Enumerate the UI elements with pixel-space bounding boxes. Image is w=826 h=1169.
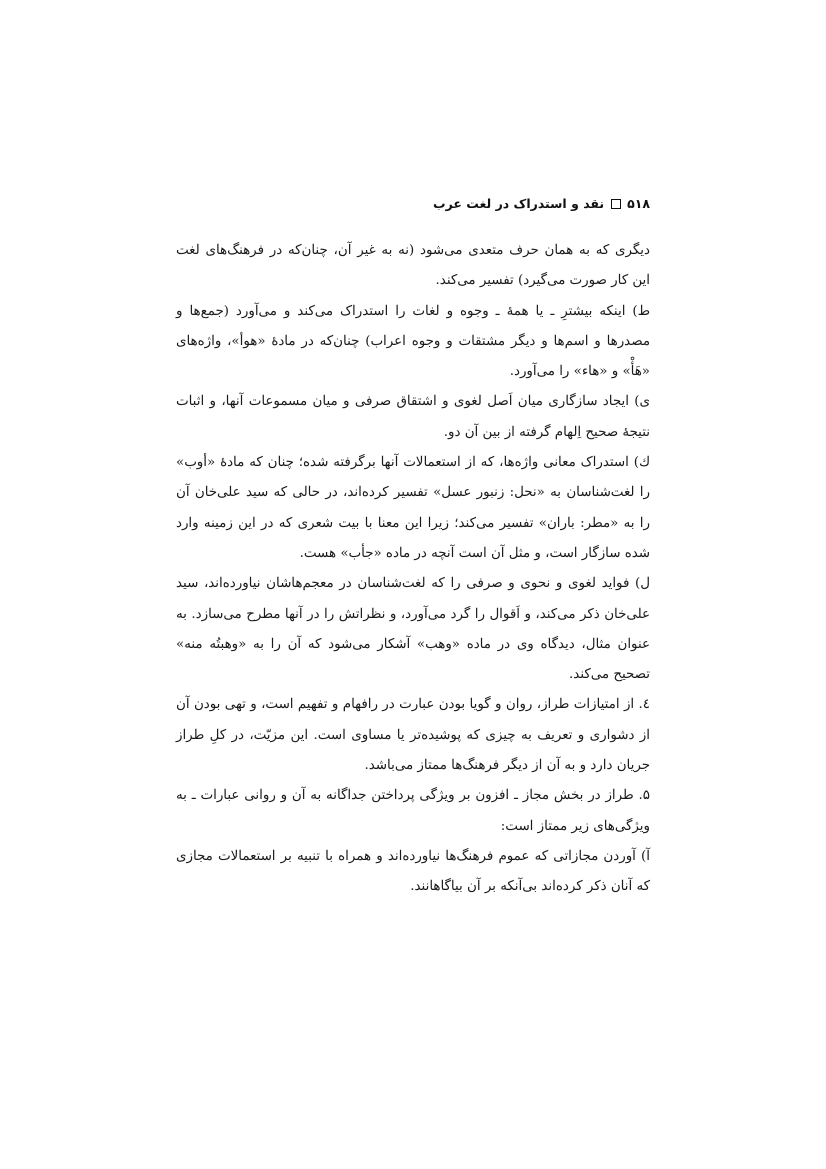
- square-bullet-icon: [611, 199, 621, 209]
- paragraph: دیگری که به همان حرف متعدی می‌شود (نه به غیر آن، چنان‌که در فرهنگ‌های لغت این کار صورت می‌گیرد) تفسیر می‌کند.: [176, 243, 650, 289]
- body-text: [176, 236, 650, 903]
- paragraph: ل) فواید لغوی و نحوی و صرفی را که لغت‌شناسان در معجم‌هاشان نیاورده‌اند، سید علی‌خان ذکر می‌کند، و اَقوال را گرد می‌آورد، و نظراتش را در آنها مطرح می‌سازد. به عنوان مثال، دیدگاه وی در ماده «وهب» آشکار می‌شود که آن را به «وهبتُه منه» تصحیح می‌کند.: [176, 576, 650, 683]
- paragraph: ك) استدراک معانی واژه‌ها، که از استعمالات آنها برگرفته شده؛ چنان که مادهٔ «أوب» را لغت‌شناسان به «نحل: زنبور عسل» تفسیر کرده‌اند، در حالی که سید علی‌خان آن را به «مطر: باران» تفسیر می‌کند؛ زیرا این معنا با بیت شعری که در این زمینه وارد شده سازگار است، و مثل آن است آنچه در ماده «جأب» هست.: [176, 455, 650, 561]
- paragraph: آ) آوردن مجازاتی که عموم فرهنگ‌ها نیاورده‌اند و همراه با تنبیه بر استعمالات مجازی که آنان ذکر کرده‌اند بی‌آنکه بر آن بیاگاهانند.: [176, 848, 650, 895]
- page-number: ۵۱۸: [627, 196, 650, 211]
- running-header: [176, 196, 650, 211]
- paragraph: ٤. از امتیازات طراز، روان و گویا بودن عبارت در رافهام و تفهیم است، و تهی بودن آن از دشواری و تعریف به چیزی که پوشیده‌تر یا مساوی است. این مزیّت، در کلِ طراز جریان دارد و به آن از دیگر فرهنگ‌ها ممتاز می‌باشد.: [176, 697, 650, 774]
- running-title: نقد و استدراک در لغت عرب: [433, 196, 605, 211]
- paragraph: ط) اینکه بیشترِ ـ یا همهٔ ـ وجوه و لغات را استدراک می‌کند و می‌آورد (جمع‌ها و مصدرها و اسم‌ها و دیگر مشتقات و وجوه اعراب) چنان‌که در مادهٔ «هوأ»، واژه‌های «هَأْ» و «هاء» را می‌آورد.: [176, 303, 650, 380]
- paragraph: ی) ایجاد سازگاری میان اَصل لغوی و اشتقاق صرفی و میان مسموعات آنها، و اثبات نتیجهٔ صحیح اِلهام گرفته از بین آن دو.: [176, 394, 650, 440]
- paragraph: ۵. طراز در بخش مجاز ـ افزون بر ویژگی پرداختن جداگانه به آن و روانی عبارات ـ به ویژگی‌های زیر ممتاز است:: [176, 788, 650, 834]
